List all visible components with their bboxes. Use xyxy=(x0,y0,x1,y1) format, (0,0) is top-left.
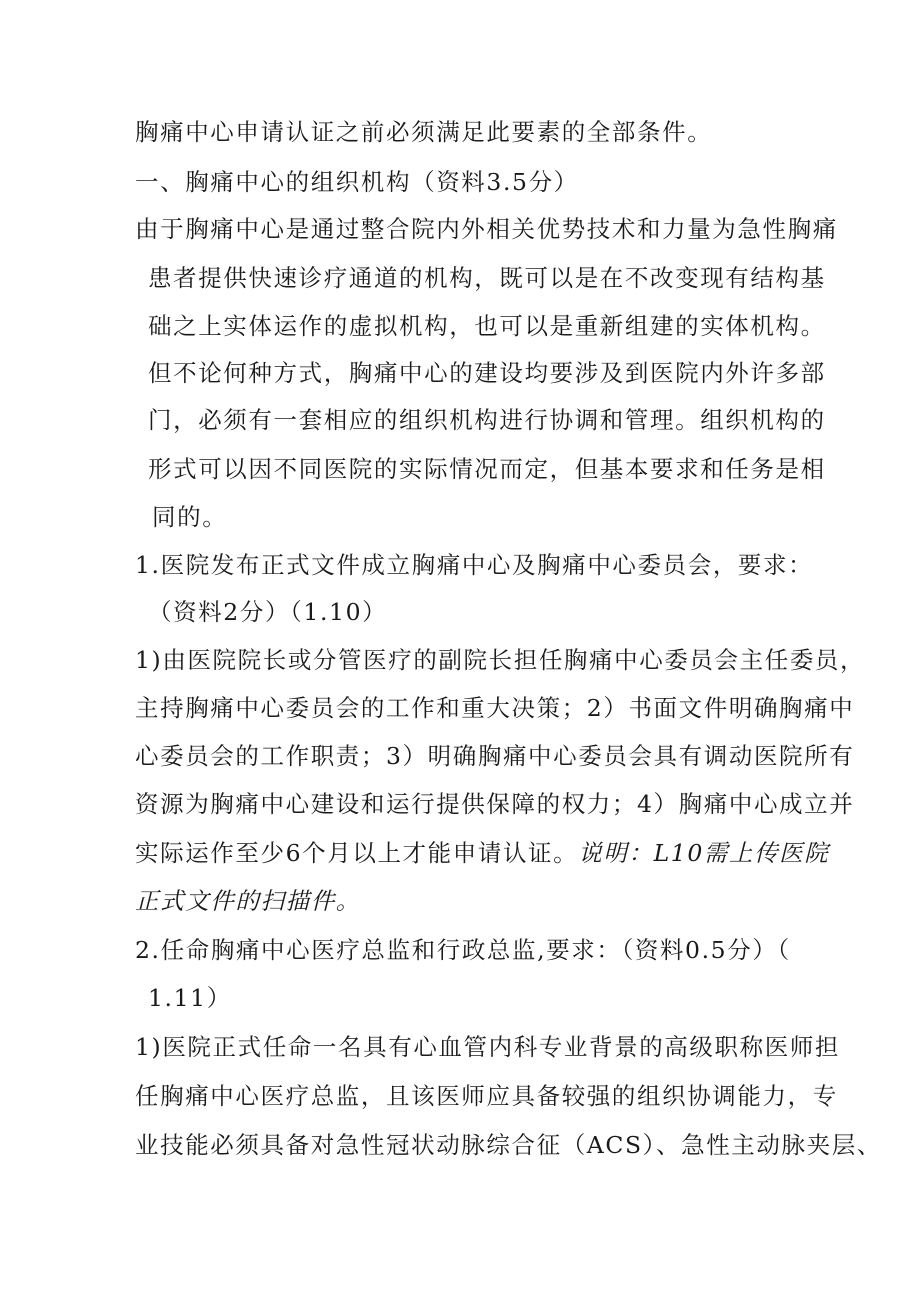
item1-body-line-3: 心委员会的工作职责；3）明确胸痛中心委员会具有调动医院所有 xyxy=(135,742,855,770)
item1-body-line-5 xyxy=(135,838,829,868)
item1-note-end: 正式文件的扫描件。 xyxy=(135,887,361,915)
item2-title: 2.任命胸痛中心医疗总监和行政总监,要求：（资料0.5分）（ xyxy=(135,936,791,964)
para1-line-1: 由于胸痛中心是通过整合院内外相关优势技术和力量为急性胸痛 xyxy=(135,215,838,243)
para1-line-2: 患者提供快速诊疗通道的机构，既可以是在不改变现有结构基 xyxy=(148,264,826,292)
para1-line-3: 础之上实体运作的虚拟机构，也可以是重新组建的实体机构。 xyxy=(148,312,826,340)
item1-body-text: 实际运作至少6个月以上才能申请认证。 xyxy=(135,839,579,867)
para1-line-5: 门，必须有一套相应的组织机构进行协调和管理。组织机构的 xyxy=(148,406,826,434)
item2-body-line-3: 业技能必须具备对急性冠状动脉综合征（ACS）、急性主动脉夹层、 xyxy=(135,1131,882,1159)
section-heading: 一、胸痛中心的组织机构（资料3.5分） xyxy=(135,168,579,196)
item1-body-line-1: 1)由医院院长或分管医疗的副院长担任胸痛中心委员会主任委员， xyxy=(135,646,866,674)
item1-title-cont: （资料2分）（1.10） xyxy=(148,598,388,626)
item2-body-line-2: 任胸痛中心医疗总监，且该医师应具备较强的组织协调能力，专 xyxy=(135,1082,838,1110)
intro-text: 胸痛中心申请认证之前必须满足此要素的全部条件。 xyxy=(135,118,713,146)
item2-title-cont: 1.11） xyxy=(148,984,232,1012)
item2-body-line-1: 1)医院正式任命一名具有心血管内科专业背景的高级职称医师担 xyxy=(135,1033,841,1061)
item1-body-line-2: 主持胸痛中心委员会的工作和重大决策；2）书面文件明确胸痛中 xyxy=(135,694,855,722)
item1-note-start: 说明：L10需上传医院 xyxy=(578,839,830,867)
item1-body-line-4: 资源为胸痛中心建设和运行提供保障的权力；4）胸痛中心成立并 xyxy=(135,790,855,818)
item1-title: 1.医院发布正式文件成立胸痛中心及胸痛中心委员会，要求： xyxy=(135,551,814,579)
para1-line-4: 但不论何种方式，胸痛中心的建设均要涉及到医院内外许多部 xyxy=(148,359,826,387)
para1-line-6: 形式可以因不同医院的实际情况而定，但基本要求和任务是相 xyxy=(148,455,826,483)
para1-line-7: 同的。 xyxy=(152,503,228,531)
